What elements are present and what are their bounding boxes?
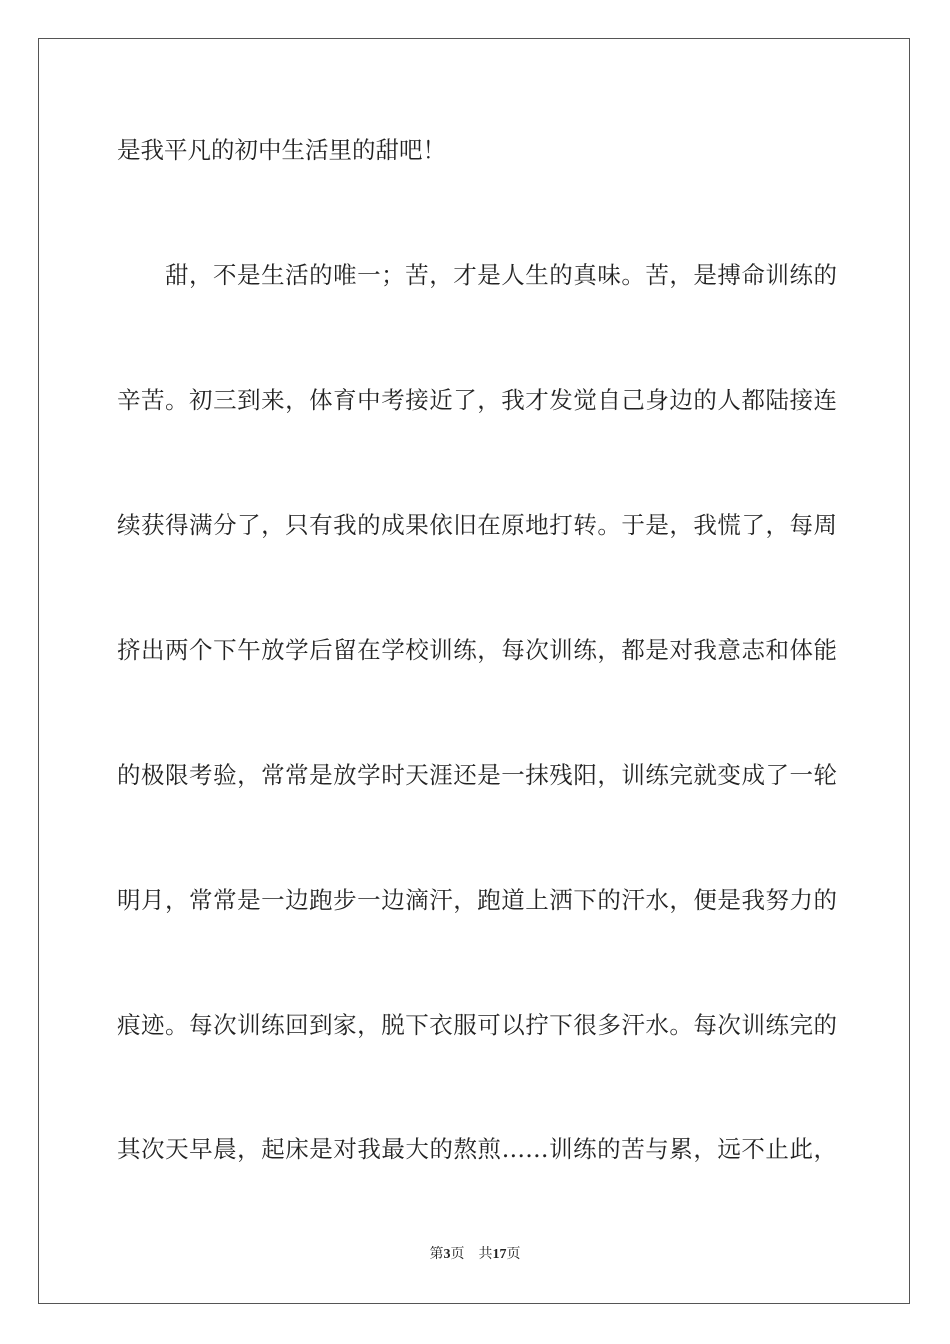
page-prefix: 第: [429, 1247, 444, 1262]
page-number: 3: [443, 1247, 451, 1262]
page-suffix: 页: [450, 1247, 465, 1262]
text-line: 痕迹。每次训练回到家，脱下衣服可以拧下很多汗水。每次训练完的: [117, 1011, 837, 1039]
total-suffix: 页: [506, 1247, 521, 1262]
text-line: 甜，不是生活的唯一；苦，才是人生的真味。苦，是搏命训练的: [165, 261, 837, 289]
text-line: 明月，常常是一边跑步一边滴汗，跑道上洒下的汗水，便是我努力的: [117, 886, 837, 914]
page-footer: [0, 1245, 950, 1265]
text-line: 辛苦。初三到来，体育中考接近了，我才发觉自己身边的人都陆接连: [117, 386, 837, 414]
text-line: 挤出两个下午放学后留在学校训练，每次训练，都是对我意志和体能: [117, 636, 837, 664]
text-line: 的极限考验，常常是放学时天涯还是一抹残阳，训练完就变成了一轮: [117, 761, 837, 789]
total-pages: 17: [492, 1247, 507, 1262]
text-line: 是我平凡的初中生活里的甜吧！: [117, 136, 446, 164]
text-line: 其次天早晨，起床是对我最大的熬煎……训练的苦与累，远不止此，: [117, 1135, 837, 1163]
text-line: 续获得满分了，只有我的成果依旧在原地打转。于是，我慌了，每周: [117, 511, 837, 539]
page-border: [38, 38, 910, 1304]
total-prefix: 共: [478, 1247, 493, 1262]
